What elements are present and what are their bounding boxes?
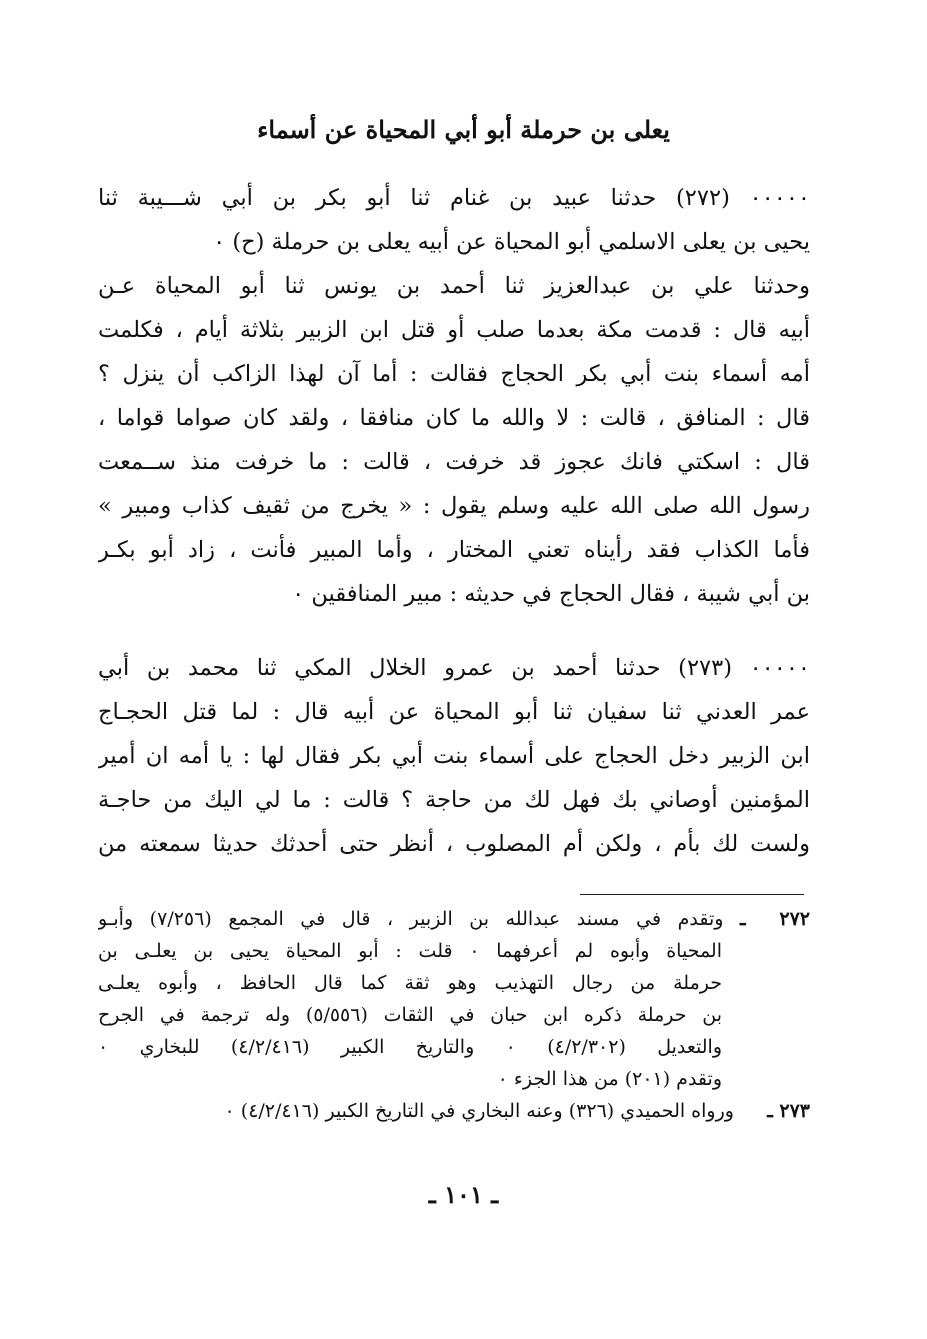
- footnotes: [98, 903, 810, 1127]
- footnote-text: ورواه الحميدي (٣٢٦) وعنه البخاري في التاريخ الكبير (٤/٢/٤١٦) ٠: [224, 1100, 734, 1122]
- footnote-separator: [580, 894, 804, 895]
- footnote-272-line: والتعديل (٤/٢/٣٠٢) ٠ والتاريخ الكبير (٤/٢/٤١٦) للبخاري ٠: [98, 1036, 723, 1058]
- footnote-272-line: المحياة وأبوه لم أعرفهما ٠ قلت : أبو المحياة يحيى بن يعلـى بن: [98, 940, 722, 962]
- footnote-272-line: [98, 903, 810, 935]
- text-line: وحدثنا علي بن عبدالعزيز ثنا أحمد بن يونس ثنا أبو المحياة عـن: [98, 273, 810, 299]
- text-line: فأما الكذاب فقد رأيناه تعني المختار ، وأما المبير فأنت ، زاد أبو بكـر: [98, 537, 810, 563]
- text-line: ٠٠٠٠٠ (٢٧٣) حدثنا أحمد بن عمرو الخلال المكي ثنا محمد بن أبي: [98, 655, 810, 681]
- hadith-272: [98, 176, 810, 616]
- footnote-272-line: حرملة من رجال التهذيب وهو ثقة كما قال الحافظ ، وأبوه يعلـى: [98, 972, 722, 994]
- footnote-273-line: [98, 1095, 810, 1127]
- footnote-text: وتقدم في مسند عبدالله بن الزبير ، قال في المجمع (٧/٢٥٦) وأبـو: [98, 908, 724, 930]
- hadith-273: [98, 646, 810, 866]
- text-line: رسول الله صلى الله عليه وسلم يقول : « يخرج من ثقيف كذاب ومبير »: [98, 493, 810, 519]
- text-line: عمر العدني ثنا سفيان ثنا أبو المحياة عن أبيه قال : لما قتل الحجـاج: [98, 699, 810, 725]
- text-line: المؤمنين أوصاني بك فهل لك من حاجة ؟ قالت : ما لي اليك من حاجـة: [98, 787, 810, 813]
- page-number: ـ ١٠١ ـ: [428, 1180, 499, 1209]
- footnote-272-line: بن حرملة ذكره ابن حبان في الثقات (٥/٥٥٦) وله ترجمة في الجرح: [98, 1004, 722, 1026]
- text-line: أمه أسماء بنت أبي بكر الحجاج فقالت : أما آن لهذا الزاكب أن ينزل ؟: [98, 361, 810, 387]
- text-line: يحيى بن يعلى الاسلمي أبو المحياة عن أبيه يعلى بن حرملة (ح) ٠: [213, 229, 810, 255]
- footnote-272-line: وتقدم (٢٠١) من هذا الجزء ٠: [497, 1068, 722, 1090]
- text-line: ٠٠٠٠٠ (٢٧٢) حدثنا عبيد بن غنام ثنا أبو بكر بن أبي شـــيبة ثنا: [98, 185, 810, 211]
- text-line: قال : اسكتي فانك عجوز قد خرفت ، قالت : ما خرفت منذ ســمعت: [98, 449, 810, 475]
- text-line: ولست لك بأم ، ولكن أم المصلوب ، أنظر حتى أحدثك حديثا سمعته من: [98, 831, 810, 857]
- footnote-number: ٢٧٣ ـ: [767, 1100, 810, 1122]
- text-line: بن أبي شيبة ، فقال الحجاج في حديثه : مبير المنافقين ٠: [292, 581, 810, 607]
- section-heading: يعلى بن حرملة أبو أبي المحياة عن أسماء: [257, 115, 670, 144]
- text-line: ابن الزبير دخل الحجاج على أسماء بنت أبي بكر فقال لها : يا أمه ان أمير: [98, 743, 810, 769]
- text-line: قال : المنافق ، قالت : لا والله ما كان منافقا ، ولقد كان صواما قواما ،: [98, 405, 810, 431]
- footnote-number: ٢٧٢ ـ: [740, 908, 810, 930]
- text-line: أبيه قال : قدمت مكة بعدما صلب أو قتل ابن الزبير بثلاثة أيام ، فكلمت: [98, 317, 810, 343]
